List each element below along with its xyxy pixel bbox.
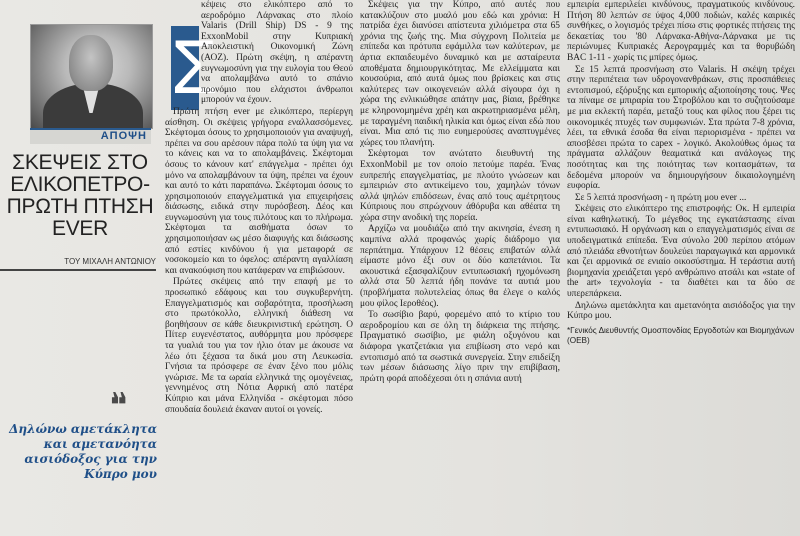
section-label: ΑΠΟΨΗ [100,130,147,142]
article-column-3 [567,0,795,536]
author-photo [30,24,153,129]
article-column-2 [360,0,560,536]
drop-cap-space [165,0,201,98]
article-column-1 [165,0,353,536]
paragraph: Σε 15 λεπτά προσνήωση στο Valaris. Η σκέψη τρέχει στην περιπέτεια των υδρογονανθράκων, στις προσπάθειες εντοπισμού, εξόρυξης και εμπορικής αξιοποίησης τους. Ψες τα πίναμε σε μπιραρία του Στροβόλου και το συζητούσαμε με μια εκλεκτή παρέα, μεταξύ τους και φίλος που ξέρει τις οικονομικές πτυχές των συμφωνιών. Στα πρώτα 7-8 χρόνια, λέει, τα εθνικά έσοδα θα είναι περιορισμένα - πρέπει να αποσβέσει πρώτα το capex - λογικό. Ακολούθως όμως τα πράγματα αλλάζουν θεαματικά και ανάλογως της ποσότητας και της ποιότητας των κοιτασμάτων, τα δεδομένα μπορούν να δημιουργήσουν δικαιολογημένη ευφορία. [567,64,795,192]
paragraph: Σε 5 λεπτά προσνήωση - η πρώτη μου ever ... [575,192,747,203]
headline: ΣΚΕΨΕΙΣ ΣΤΟ ΕΛΙΚΟΠΕΤΡΟ- ΠΡΩΤΗ ΠΤΗΣΗ EVER [6,151,154,240]
paragraph: Σκέφτομαι τον ανώτατο διευθυντή της ExxonMobil με τον οποίο πετούμε παρέα. Ένας ευπρεπής επαγγελματίας, με πλούτο γνώσεων και εμπειριών στο αντικείμενο του, χαμηλών τόνων αλλά ψηλών επιδόσεων, ένας από τους αμέτρητους Κύπριους που σπρώχνουν άθόρυβα και αθέατα τη χώρα στην ανοδική της πορεία. [360,149,560,223]
paragraph: Σκέψεις για την Κύπρο, από αυτές που κατακλύζουν στο μυαλό μου εδώ και χρόνια: Η πατρίδα έχει διανύσει απίστευτα χιλιόμετρα στα 65 χρόνια της ζωής της. Μια σύγχρονη Πολιτεία με επίπεδα και πρότυπα εφάμιλλα των καλύτερων, με άρτια εκπαιδευμένο δυναμικό και με ασταίρευτα αποθέματα δημιουργικότητας. Με ελλείμματα και κουσούρια, από αυτά όμως που βρίσκεις και στις καλύτερες των οικογενειών αλλά σίγουρα όχι η χώρα της ενλικιώθησε απάτην μας, βίαια, βρέθηκε με κληρονομημένα χρέη και ακρωτηριασμένα μέλη, με ταραγμένη παιδική ηλικία και όμως είναι εδώ που είναι. Μια από τις πιο ευημερούσες αναπτυγμένες χώρες του πλανήτη. [360,0,560,148]
section-bar [30,128,151,144]
article-sidebar [0,0,158,536]
drop-cap: Σ [171,25,218,110]
paragraph: Το σωσίβιο βαρύ, φορεμένο από το κτίριο του αεροδρομίου και σε όλη τη διάρκεια της πτήσης. Πραγματικό σωσίβιο, με φιάλη οξυγόνου και διάφορα γκατζετάκια για επιβίωση στο νερό και εντοπισμό από τα σωστικά συνεργεία. Στην επιδείξη των μέσων διάσωσης λίγο πριν την επιβίβαση, πρώτη φορά αποδέχεσαι ότι η σπάνια αυτή [360,310,560,384]
author-photo-head [69,35,113,91]
paragraph: εμπειρία εμπεριλείει κινδύνους, πραγματικούς κινδύνους. Πτήση 80 λεπτών σε ύψος 4,000 ποδιών, καλές καιρικές συνθήκες, ο λογισμός τρέχει πίσω στις φορτικές πτήσεις της δεκαετίας του '80 Λάρνακα-Αθήνα-Λάρνακα με τις περιώνυμες Κυπριακές Αερογραμμές και τα θορυβώδη BAC 1-11 - χωρίς τις μπίρες όμως. [567,0,795,63]
pull-quote: Δηλώνω αμετάκλητα και αμετανόητα αισιόδοξος για την Κύπρο μου [9,422,157,481]
paragraph: Πρώτη πτήση ever με ελικόπτερο, περίεργη αίσθηση. Οι σκέψεις γρήγορα εναλλασσόμενες. Σκέφτομαι όσους το χρησιμοποιούν για αναψυχή, πρέπει να σου αρέσουν πάρα πολύ τα ύψη για να το κάνεις και να το απολαμβάνεις. Σκέφτομαι όσους το κάνουν κατ' επάγγελμα - πρέπει όχι μόνο να απολαμβάνουν τα ύψη, πρέπει να έχουν και αυτό το κάτι παραπάνω. Σκέφτομαι όσους το χρησιμοποιούν επαγγελματικά για επιχειρήσεις διάσωσης, ειδικά στην πυρόσβεση. Δέος και ευγνωμοσύνη για τους πιλότους και το πλήρωμα. Σκέφτομαι τα αισθήματα όσων το χρησιμοποιήσαν ως μέσο διαφυγής και διάσωσης από εστίες κινδύνου ή για μεταφορά σε νοσοκομείο και το όφελος: απέραντη αγαλλίαση και ανακούφιση που κατάφεραν να επιβιώσουν. [165,106,353,276]
author-footnote: *Γενικός Διευθυντής Ομοσπονδίας Εργοδοτών και Βιομηχάνων (ΟΕΒ) [567,325,795,345]
paragraph: κέψεις στο ελικόπτερο από το αεροδρόμιο Λάρνακας στο πλοίο Valaris (Drill Ship) DS - 9 της ExxonMobil στην Κυπριακή Αποκλειστική Οικονομική Ζώνη (ΑΟΖ). Πρώτη σκέψη, η απέραντη ευγνωμοσύνη για την ευλογία του Θεού να απολαμβάνω αυτό το σπάνιο προνόμιο που ελάχιστοι άνθρωποι μπορούν να έχουν. [201,0,353,106]
paragraph: Πρώτες σκέψεις από την επαφή με το προσωπικό εδάφους και του συγκυβερνήτη. Επαγγελματισμός και σοβαρότητα, προσήλωση στο πρωτόκολλο, ελληνική διάθεση να βοηθήσουν σε κάθε διευκρινιστική ερώτηση. Ο Πίτερ ευγενέστατος, αυθόρμητα μου πρόσφερε τα γυαλιά του για τον ήλιο όταν με άκουσε να λέω ότι ξέχασα τα δικά μου στη Λευκωσία. Γνήσια τα πρόσφερε σε έναν ξένο που μόλις γνώρισε. Με τα ωραία ελληνικά της ομογένειας, γεννημένος στη Νότια Αφρική από πατέρα Κύπριο και μάνα Ελληνίδα - σκέφτομαι πόσο σπουδαία δουλειά έκαναν αυτοί οι γονείς. [165,277,353,415]
quote-mark-icon: ❝ [110,386,129,426]
paragraph: Αρχίζω να μουδιάζω από την ακινησία, ένεση η καμπίνα αλλά προφανώς χωρίς διάδρομο για περπάτημα. Υπάρχουν 12 θέσεις επιβατών αλλά είμαστε μόνο έξι συν οι δύο καπετάνιοι. Τα ακουστικά εξασφαλίζουν εντυπωσιακή ηχομόνωση αλλά στα 50 λεπτά ήδη πονάνε τα αυτιά μου (προβλήματα πολυτελείας όπως θα έλεγε ο καλός μου φίλος Ιεροθέος). [360,224,560,309]
paragraph: Σκέψεις στο ελικόπτερο της επιστροφής: Οκ. Η εμπειρία είναι καθηλωτική. Το μέγεθος της εγκατάστασης είναι εντυπωσιακό. Η οργάνωση και ο επαγγελματισμός είναι σε υποδειγματικά επίπεδα. Ένα σύνολο 200 περίπου ατόμων από πλειάδα εθνοτήτων δουλεύει παραγωγικά και αρμονικά και ζει αρμονικά σε ενιαίο οικοσύστημα. Η τεράστια αυτή βιομηχανία χρειάζεται γερό ανθρώπινο ατσάλι και «state of the art» τεχνολογία - τα διαθέτει και τα δύο σε υπερεπάρκεια. [567,204,795,300]
paragraph: Δηλώνω αμετάκλητα και αμετανόητα αισιόδοξος για την Κύπρο μου. [567,300,795,322]
byline: ΤΟΥ ΜΙΧΑΛΗ ΑΝΤΩΝΙΟΥ [0,257,156,271]
